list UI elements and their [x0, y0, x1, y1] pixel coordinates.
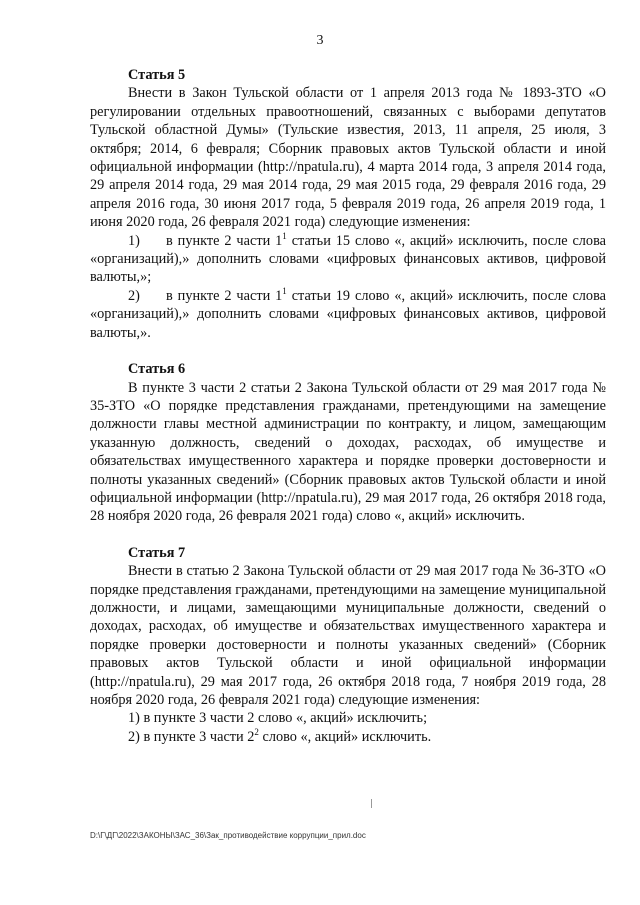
article-intro: Внести в статью 2 Закона Тульской области от 29 мая 2017 года № 36-ЗТО «О порядке представления гражданами, претендующими на замещение муниципальной должности, и лицами, замещающими муниципальные должности, сведений о доходах, расходах, об имуществе и обязательствах имущественного характера и порядке проверки достоверности и полноты указанных сведений» (Сборник правовых актов Тульской области и иной официальной информации (http://npatula.ru), 29 мая 2017 года, 26 октября 2018 года, 7 ноября 2019 года, 28 ноября 2020 года, 26 февраля 2021 года) следующие изменения:: [90, 563, 606, 708]
item-text-start: в пункте 2 части 1: [166, 232, 283, 249]
item-text-start: в пункте 2 части 1: [166, 287, 283, 304]
article-heading: Статья 7: [128, 544, 186, 561]
list-item: [90, 728, 606, 746]
scan-mark: [371, 799, 372, 808]
file-path-footer: D:\Г\ДГ\2022\ЗАКОНЫ\ЗАС_36\Зак_противодействие коррупции_прил.doc: [90, 831, 366, 840]
article-intro: Внести в Закон Тульской области от 1 апреля 2013 года № 1893-ЗТО «О регулировании отдельных правоотношений, связанных с выборами депутатов Тульской областной Думы» (Тульские известия, 2013, 11 апреля, 25 июля, 3 октября; 2014, 6 февраля; Сборник правовых актов Тульской области и иной официальной информации (http://npatula.ru), 4 марта 2014 года, 3 апреля 2014 года, 29 апреля 2014 года, 29 мая 2014 года, 29 мая 2015 года, 29 февраля 2016 года, 29 апреля 2016 года, 30 июня 2017 года, 5 февраля 2019 года, 26 апреля 2019 года, 1 июня 2020 года, 26 февраля 2021 года) следующие изменения:: [90, 85, 606, 231]
superscript: 1: [282, 230, 287, 241]
item-text-start: 2) в пункте 3 части 2: [128, 728, 255, 745]
item-text-end: статьи 19 слово «, акций» исключить, после слова «организаций),» дополнить словами «цифровых финансовых активов, цифровой валюты,».: [90, 287, 606, 341]
item-text-start: 1) в пункте 3 части 2 слово «, акций» исключить;: [128, 710, 428, 727]
item-text-end: слово «, акций» исключить.: [258, 728, 432, 745]
page-number: 3: [316, 33, 324, 48]
list-item: [90, 709, 606, 727]
article-6: [90, 360, 606, 526]
article-heading: Статья 5: [128, 67, 186, 83]
document-body: [90, 66, 606, 764]
superscript: 2: [254, 727, 259, 738]
article-heading: Статья 6: [128, 361, 186, 378]
superscript: 1: [282, 286, 287, 297]
list-item: [90, 232, 606, 287]
article-5: [90, 66, 606, 342]
item-number: 2): [128, 287, 140, 304]
item-text-end: статьи 15 слово «, акций» исключить, после слова «организаций),» дополнить словами «цифровых финансовых активов, цифровой валюты,»;: [90, 232, 606, 286]
item-number: 1): [128, 232, 140, 249]
article-intro: В пункте 3 части 2 статьи 2 Закона Тульской области от 29 мая 2017 года № 35-ЗТО «О порядке представления гражданами, претендующими на замещение должности главы местной администрации по контракту, и лицом, замещающим указанную должность, сведений о доходах, расходах, об имуществе и обязательствах имущественного характера и порядке проверки достоверности и полноты указанных сведений» (Сборник правовых актов Тульской области и иной официальной информации (http://npatula.ru), 29 мая 2017 года, 26 октября 2018 года, 28 ноября 2020 года, 26 февраля 2021 года) слово «, акций» исключить.: [90, 379, 606, 525]
article-7: [90, 544, 606, 746]
list-item: [90, 287, 606, 342]
